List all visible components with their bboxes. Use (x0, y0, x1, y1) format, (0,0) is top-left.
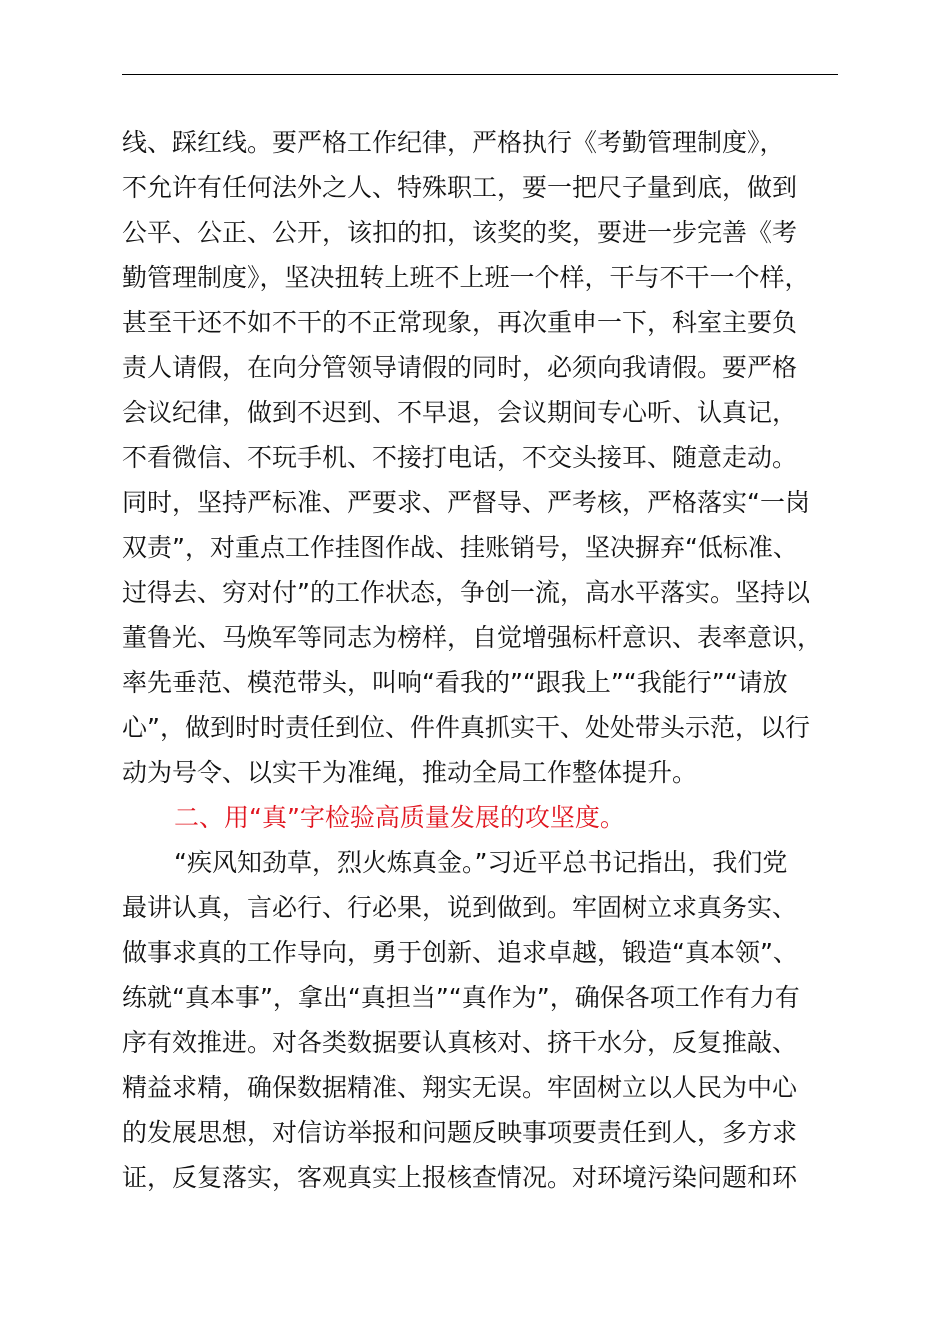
text-line: 责人请假，在向分管领导请假的同时，必须向我请假。要严格 (122, 353, 798, 382)
text-line: 心”，做到时时责任到位、件件真抓实干、处处带头示范，以行 (122, 713, 810, 742)
text-line: 率先垂范、模范带头，叫响“看我的”“跟我上”“我能行”“请放 (122, 668, 788, 697)
text-line: 动为号令、以实干为准绳，推动全局工作整体提升。 (122, 758, 698, 787)
text-line: 练就“真本事”，拿出“真担当”“真作为”，确保各项工作有力有 (122, 983, 800, 1012)
header-rule (122, 74, 838, 75)
text-line: 过得去、穷对付”的工作状态，争创一流，高水平落实。坚持以 (122, 578, 810, 607)
paragraph-discipline (122, 120, 838, 795)
text-line: 同时，坚持严标准、严要求、严督导、严考核，严格落实“一岗 (122, 488, 810, 517)
text-line: 线、踩红线。要严格工作纪律，严格执行《考勤管理制度》， (122, 128, 785, 157)
text-line: 最讲认真，言必行、行必果，说到做到。牢固树立求真务实、 (122, 893, 798, 922)
text-line: 甚至干还不如不干的不正常现象，再次重申一下，科室主要负 (122, 308, 798, 337)
text-line: 不允许有任何法外之人、特殊职工，要一把尺子量到底，做到 (122, 173, 798, 202)
text-line: “疾风知劲草，烈火炼真金。”习近平总书记指出，我们党 (174, 848, 788, 877)
text-line: 证，反复落实，客观真实上报核查情况。对环境污染问题和环 (122, 1163, 798, 1192)
text-line: 序有效推进。对各类数据要认真核对、挤干水分，反复推敲、 (122, 1028, 798, 1057)
section-heading: 二、用“真”字检验高质量发展的攻坚度。 (174, 803, 625, 832)
text-line: 不看微信、不玩手机、不接打电话，不交头接耳、随意走动。 (122, 443, 798, 472)
text-line: 公平、公正、公开，该扣的扣，该奖的奖，要进一步完善《考 (122, 218, 798, 247)
document-body (122, 120, 838, 1200)
text-line: 勤管理制度》，坚决扭转上班不上班一个样，干与不干一个样， (122, 263, 810, 292)
text-line: 董鲁光、马焕军等同志为榜样，自觉增强标杆意识、表率意识， (122, 623, 823, 652)
text-line: 做事求真的工作导向，勇于创新、追求卓越，锻造“真本领”、 (122, 938, 798, 967)
text-line: 精益求精，确保数据精准、翔实无误。牢固树立以人民为中心 (122, 1073, 798, 1102)
text-line: 双责”，对重点工作挂图作战、挂账销号，坚决摒弃“低标准、 (122, 533, 798, 562)
text-line: 会议纪律，做到不迟到、不早退，会议期间专心听、认真记， (122, 398, 798, 427)
text-line: 的发展思想，对信访举报和问题反映事项要责任到人，多方求 (122, 1118, 798, 1147)
paragraph-truth (122, 840, 838, 1200)
